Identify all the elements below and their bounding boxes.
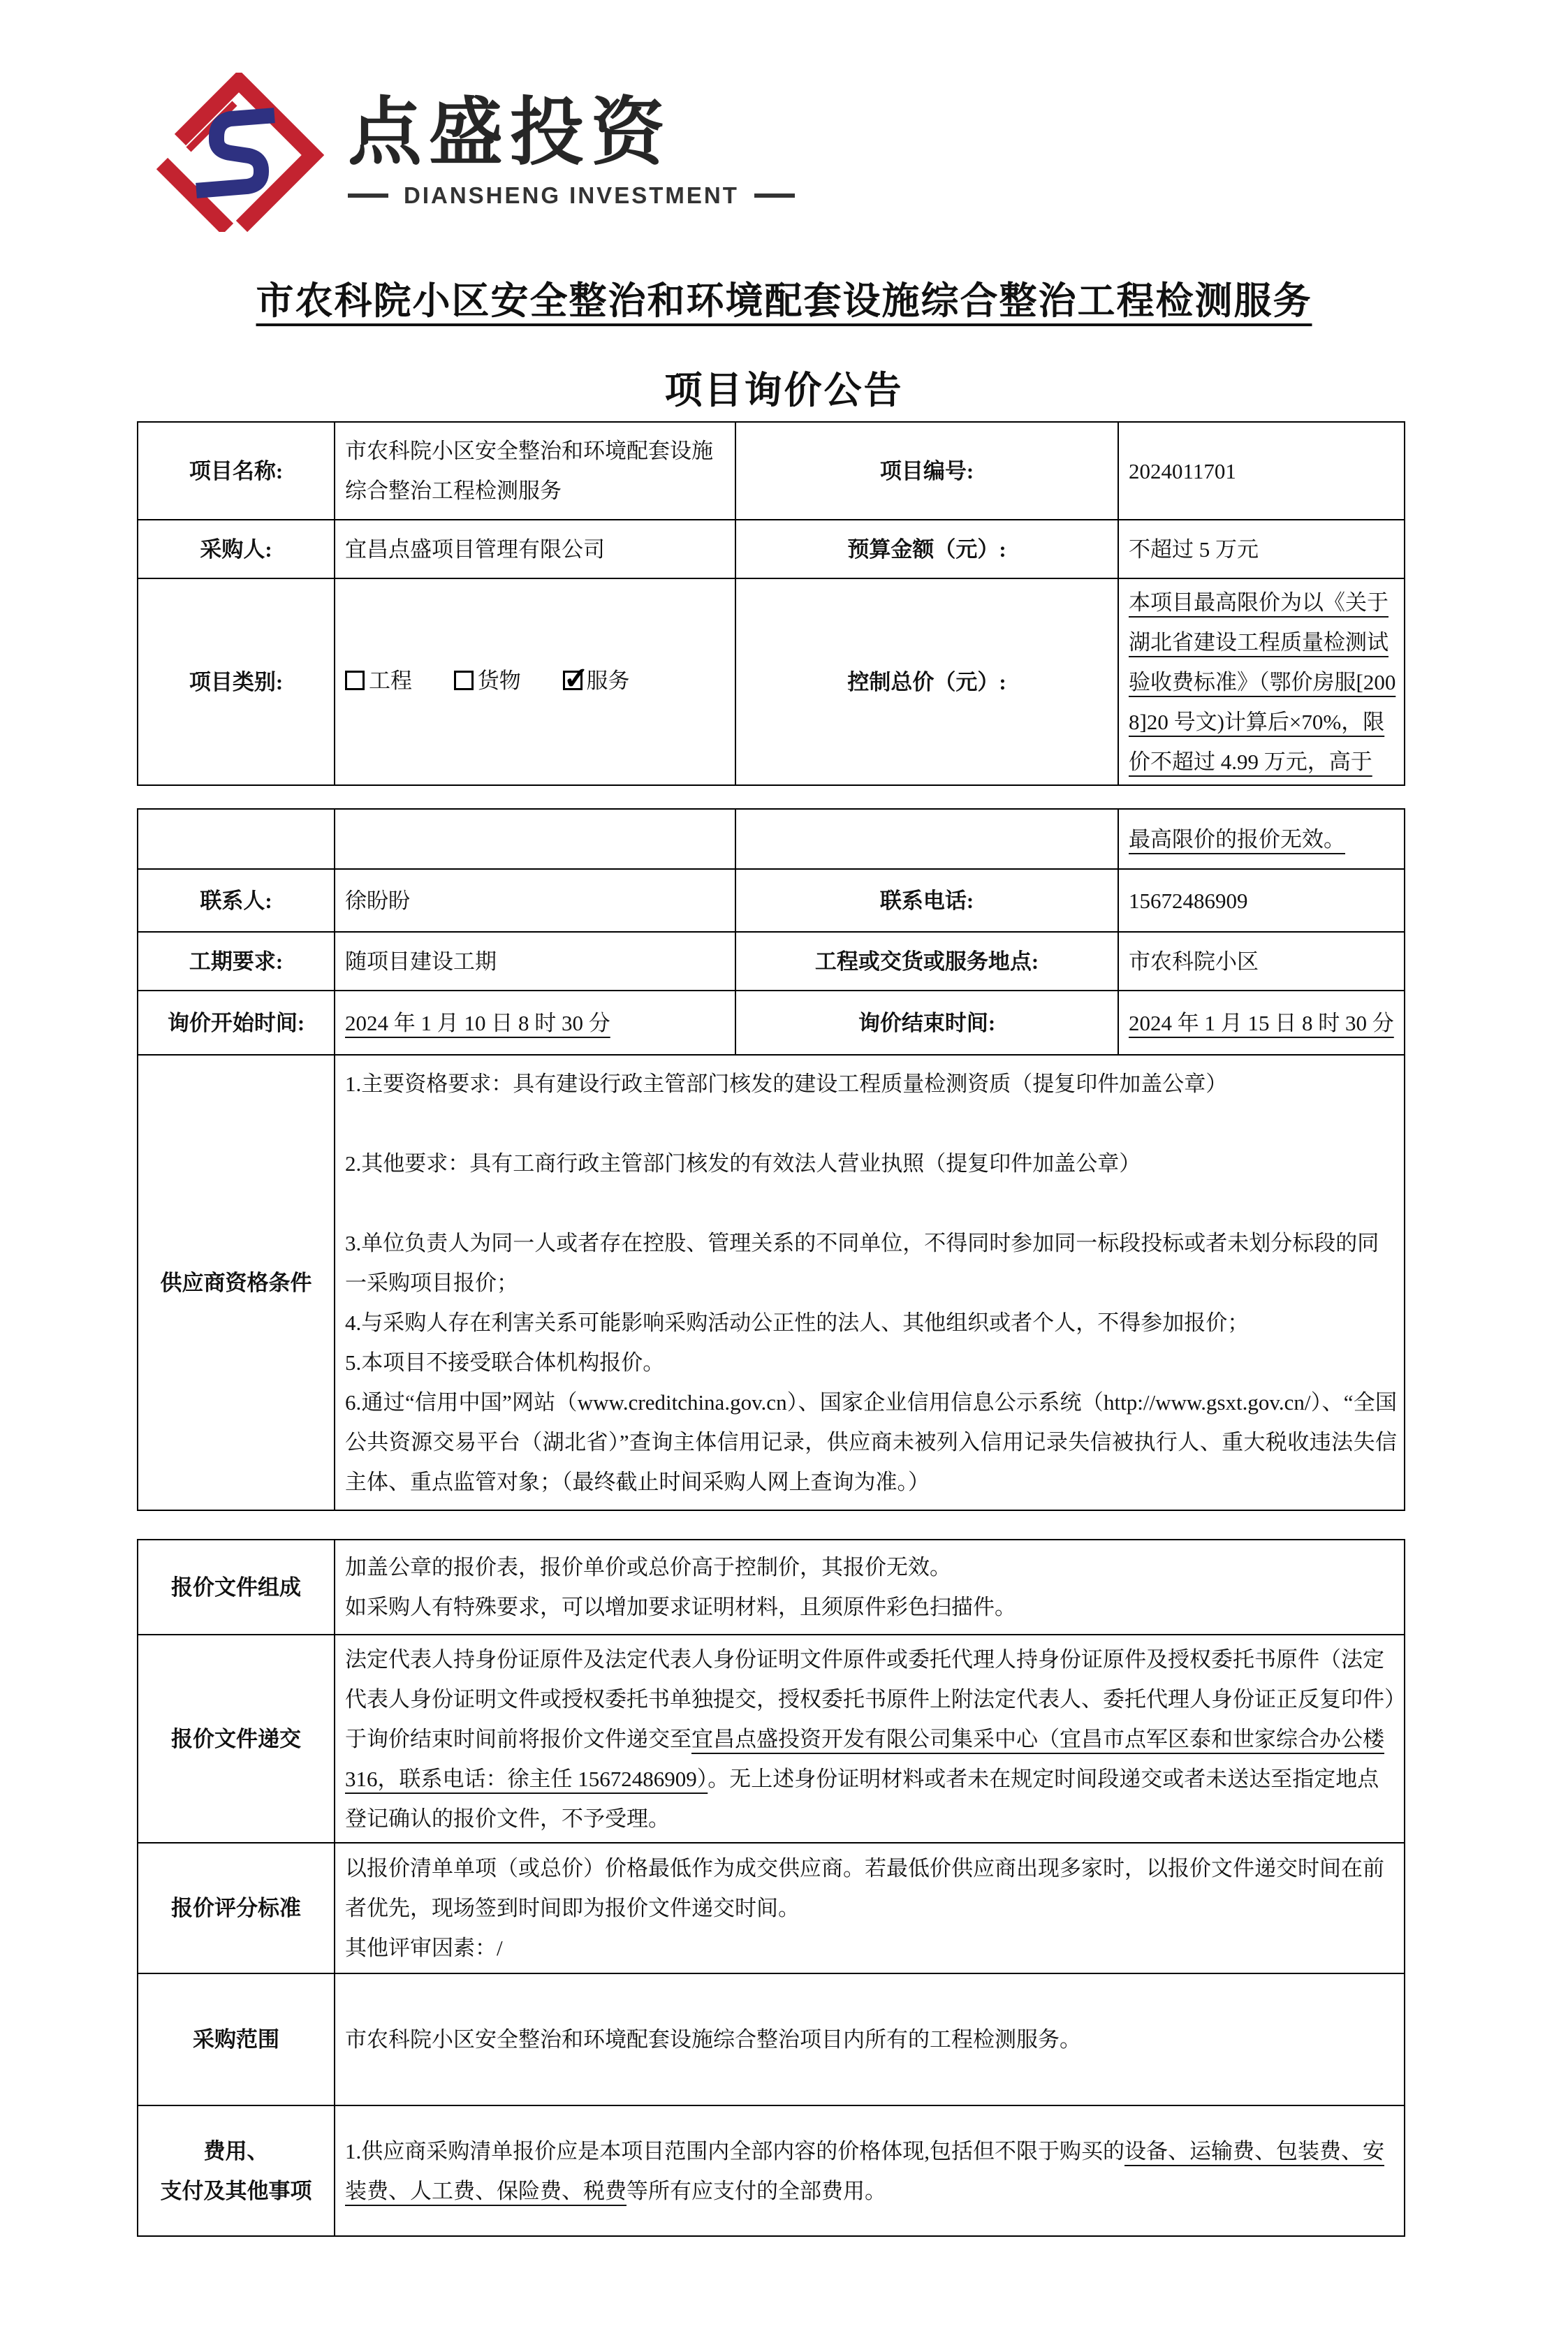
table-row [138, 1635, 1405, 1843]
quote-composition-content [335, 1540, 1405, 1635]
schedule-label: 工期要求: [138, 932, 335, 991]
evaluation-criteria-p2: 其他评审因素：/ [345, 1936, 503, 1960]
table-row [138, 1055, 1405, 1510]
quote-composition-p2: 如采购人有特殊要求，可以增加要求证明材料，且须原件彩色扫描件。 [345, 1595, 1016, 1619]
submission-address-underlined: 宜昌点盛投资开发有限公司集采中心（宜昌市点军区泰和世家综合办公楼 316，联系电话：徐主任 15672486909） [345, 1726, 1384, 1791]
qualification-item-6: 6.通过“信用中国”网站（www.creditchina.gov.cn）、国家企业信用信息公示系统（http://www.gsxt.gov.cn/）、“全国公共资源交易平台（湖北省）”查询主体信用记录，供应商未被列入信用记录失信被执行人、重大税收违法失信主体、重点监管对象；（最终截止时间采购人网上查询为准。） [345, 1389, 1397, 1494]
project-category-label: 项目类别: [138, 578, 335, 785]
contact-and-qualification-table [137, 808, 1405, 1511]
project-name-label: 项目名称: [138, 422, 335, 520]
table-row [138, 2105, 1405, 2236]
quote-submission-content [335, 1635, 1405, 1843]
evaluation-criteria-p1: 以报价清单单项（或总价）价格最低作为成交供应商。若最低价供应商出现多家时，以报价文件递交时间在前者优先，现场签到时间即为报价文件递交时间。 [345, 1856, 1384, 1920]
purchaser-value: 宜昌点盛项目管理有限公司 [335, 520, 735, 578]
logo-text-block [348, 92, 795, 209]
control-price-overflow-text: 最高限价的报价无效。 [1129, 826, 1345, 852]
checkbox-unchecked-icon [345, 671, 365, 690]
logo-company-name-en: DIANSHENG INVESTMENT [404, 182, 739, 208]
control-price-label: 控制总价（元）: [735, 578, 1118, 785]
quote-submission-text [345, 1640, 1397, 1839]
procurement-scope-label: 采购范围 [138, 1973, 335, 2105]
tagline-dash-right [754, 194, 795, 198]
quote-submission-label: 报价文件递交 [138, 1635, 335, 1843]
contact-phone-value: 15672486909 [1118, 869, 1405, 932]
option-gongcheng [345, 661, 412, 701]
table-row [138, 932, 1405, 991]
evaluation-criteria-label: 报价评分标准 [138, 1843, 335, 1973]
table-row [138, 578, 1405, 785]
table-row [138, 809, 1405, 869]
qualification-item-1: 1.主要资格要求：具有建设行政主管部门核发的建设工程质量检测资质（提复印件加盖公章） [345, 1071, 1228, 1096]
table-row [138, 991, 1405, 1055]
table-row [138, 422, 1405, 520]
evaluation-criteria-content [335, 1843, 1405, 1973]
delivery-location-label: 工程或交货或服务地点: [735, 932, 1118, 991]
budget-label: 预算金额（元）: [735, 520, 1118, 578]
project-info-table [137, 421, 1405, 786]
table-row [138, 869, 1405, 932]
quote-composition-label: 报价文件组成 [138, 1540, 335, 1635]
submission-text-post: 。无上述身份证明材料或者未在规定时间段递交或者未送达至指定地点登记确认的报价文件，不予受理。 [345, 1766, 1379, 1831]
budget-value: 不超过 5 万元 [1118, 520, 1405, 578]
table-row [138, 1843, 1405, 1973]
inquiry-end-label: 询价结束时间: [735, 991, 1118, 1055]
option-label: 服务 [586, 668, 630, 693]
logo-diamond-icon [156, 73, 324, 232]
table-row [138, 1540, 1405, 1635]
project-name-value: 市农科院小区安全整治和环境配套设施综合整治工程检测服务 [335, 422, 735, 520]
logo-company-name: 点盛投资 [348, 92, 672, 174]
inquiry-start-text: 2024 年 1 月 10 日 8 时 30 分 [345, 1010, 610, 1035]
schedule-value: 随项目建设工期 [335, 932, 735, 991]
inquiry-start-label: 询价开始时间: [138, 991, 335, 1055]
tagline-dash-left [348, 194, 388, 198]
contact-phone-label: 联系电话: [735, 869, 1118, 932]
qualification-item-2: 2.其他要求：具有工商行政主管部门核发的有效法人营业执照（提复印件加盖公章） [345, 1151, 1141, 1176]
quote-composition-p1: 加盖公章的报价表，报价单价或总价高于控制价，其报价无效。 [345, 1555, 951, 1579]
document-subtitle: 项目询价公告 [664, 370, 904, 411]
option-fuwu [563, 661, 630, 701]
contact-person-label: 联系人: [138, 869, 335, 932]
empty-cell [138, 809, 335, 869]
control-price-continuation [1118, 809, 1405, 869]
qualification-item-3: 3.单位负责人为同一人或者存在控股、管理关系的不同单位，不得同时参加同一标段投标或者未划分标段的同一采购项目报价； [345, 1230, 1379, 1295]
quotation-rules-table [137, 1539, 1405, 2237]
fees-text-post: 等所有应支付的全部费用。 [627, 2178, 886, 2203]
contact-person-value: 徐盼盼 [335, 869, 735, 932]
procurement-scope-content [335, 1973, 1405, 2105]
empty-cell [735, 809, 1118, 869]
option-label: 工程 [369, 668, 412, 693]
submission-text-pre: 法定代表人持身份证原件及法定代表人身份证明文件原件或委托代理人持身份证原件及授权委托书原件（法定代表人身份证明文件或授权委托书单独提交，授权委托书原件上附法定代表人、委托代理人身份证正反复印件）于询价结束时间前将报价文件递交至 [345, 1647, 1395, 1751]
inquiry-start-value [335, 991, 735, 1055]
option-huowu [454, 661, 521, 701]
logo-tagline [348, 182, 795, 209]
fees-text [345, 2131, 1397, 2211]
project-category-options [335, 578, 735, 785]
supplier-qualification-label: 供应商资格条件 [138, 1055, 335, 1510]
fees-content [335, 2105, 1405, 2236]
fees-label: 费用、支付及其他事项 [138, 2105, 335, 2236]
inquiry-end-text: 2024 年 1 月 15 日 8 时 30 分 [1129, 1010, 1394, 1035]
fees-text-pre: 1.供应商采购清单报价应是本项目范围内全部内容的价格体现,包括但不限于购买的 [345, 2138, 1124, 2163]
checkbox-unchecked-icon [454, 671, 474, 690]
table-row [138, 520, 1405, 578]
document-title: 市农科院小区安全整治和环境配套设施综合整治工程检测服务 [256, 280, 1312, 322]
supplier-qualification-content [335, 1055, 1405, 1510]
inquiry-end-value [1118, 991, 1405, 1055]
qualification-item-4: 4.与采购人存在利害关系可能影响采购活动公正性的法人、其他组织或者个人，不得参加报价； [345, 1310, 1250, 1335]
project-number-value: 2024011701 [1118, 422, 1405, 520]
control-price-text: 本项目最高限价为以《关于湖北省建设工程质量检测试验收费标准》（鄂价房服[2008]20 号文)计算后×70%，限价不超过 4.99 万元，高于 [1129, 590, 1396, 774]
procurement-scope-p1: 市农科院小区安全整治和环境配套设施综合整治项目内所有的工程检测服务。 [345, 2027, 1081, 2052]
fees-underlined: 设备、运输费、包装费、安装费、人工费、保险费、税费 [345, 2138, 1384, 2203]
control-price-value [1118, 578, 1405, 785]
option-label: 货物 [477, 668, 521, 693]
project-number-label: 项目编号: [735, 422, 1118, 520]
delivery-location-value: 市农科院小区 [1118, 932, 1405, 991]
checkbox-checked-icon [563, 671, 582, 690]
table-row [138, 1973, 1405, 2105]
empty-cell [335, 809, 735, 869]
qualification-item-5: 5.本项目不接受联合体机构报价。 [345, 1350, 665, 1375]
company-logo [156, 73, 795, 232]
purchaser-label: 采购人: [138, 520, 335, 578]
